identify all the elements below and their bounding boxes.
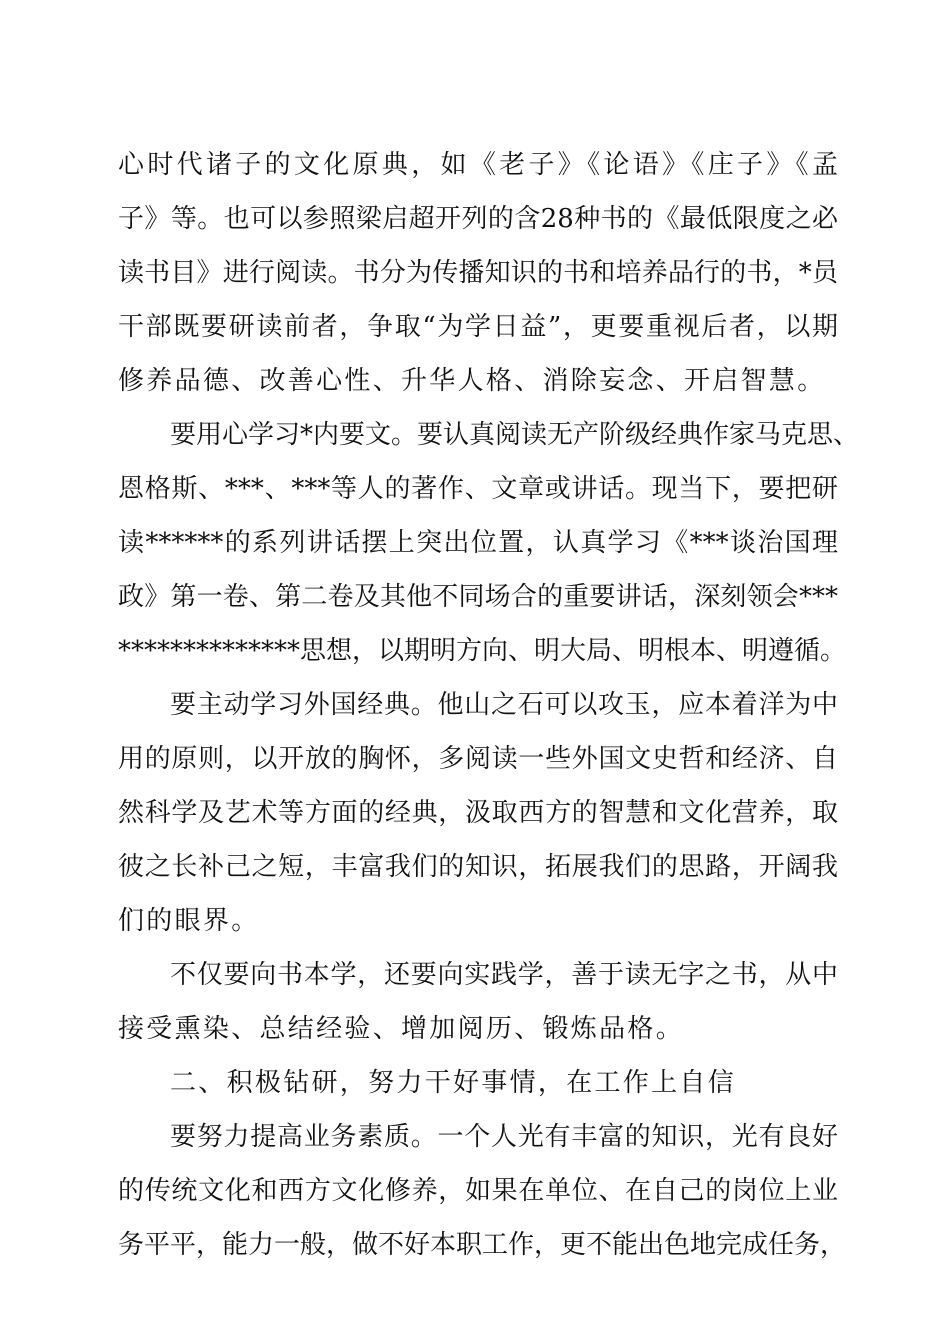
text-line: 读******的系列讲话摆上突出位置，认真学习《***谈治国理 bbox=[118, 528, 838, 558]
text-line: **************思想，以期明方向、明大局、明根本、明遵循。 bbox=[118, 636, 847, 666]
text-line: 接受熏染、总结经验、增加阅历、锻炼品格。 bbox=[118, 1014, 685, 1044]
text-line: 子》等。也可以参照梁启超开列的含28种书的《最低限度之必 bbox=[118, 204, 838, 234]
text-line: 们的眼界。 bbox=[118, 906, 260, 936]
text-line: 干部既要研读前者，争取“为学日益”，更要重视后者，以期 bbox=[118, 312, 838, 342]
text-line: 的传统文化和西方文化修养，如果在单位、在自己的岗位上业 bbox=[118, 1176, 838, 1206]
paragraph-start-line: 不仅要向书本学，还要向实践学，善于读无字之书，从中 bbox=[170, 960, 838, 990]
paragraph-start-line: 要用心学习*内要文。要认真阅读无产阶级经典作家马克思、 bbox=[170, 420, 860, 450]
paragraph-start-line: 要主动学习外国经典。他山之石可以攻玉，应本着洋为中 bbox=[170, 690, 838, 720]
document-body bbox=[118, 138, 860, 1272]
text-line: 心时代诸子的文化原典，如《老子》《论语》《庄子》《孟 bbox=[118, 150, 838, 180]
text-line: 政》第一卷、第二卷及其他不同场合的重要讲话，深刻领会*** bbox=[118, 582, 838, 612]
text-line: 修养品德、改善心性、升华人格、消除妄念、开启智慧。 bbox=[118, 366, 826, 396]
text-line: 恩格斯、***、***等人的著作、文章或讲话。现当下，要把研 bbox=[118, 474, 838, 504]
section-heading: 二、积极钻研，努力干好事情，在工作上自信 bbox=[170, 1068, 737, 1098]
text-line: 用的原则，以开放的胸怀，多阅读一些外国文史哲和经济、自 bbox=[118, 744, 838, 774]
text-line: 读书目》进行阅读。书分为传播知识的书和培养品行的书，*员 bbox=[118, 258, 838, 288]
paragraph-start-line: 要努力提高业务素质。一个人光有丰富的知识，光有良好 bbox=[170, 1122, 838, 1152]
text-line: 彼之长补己之短，丰富我们的知识，拓展我们的思路，开阔我 bbox=[118, 852, 838, 882]
text-line: 务平平，能力一般，做不好本职工作，更不能出色地完成任务， bbox=[118, 1230, 847, 1260]
text-line: 然科学及艺术等方面的经典，汲取西方的智慧和文化营养，取 bbox=[118, 798, 838, 828]
